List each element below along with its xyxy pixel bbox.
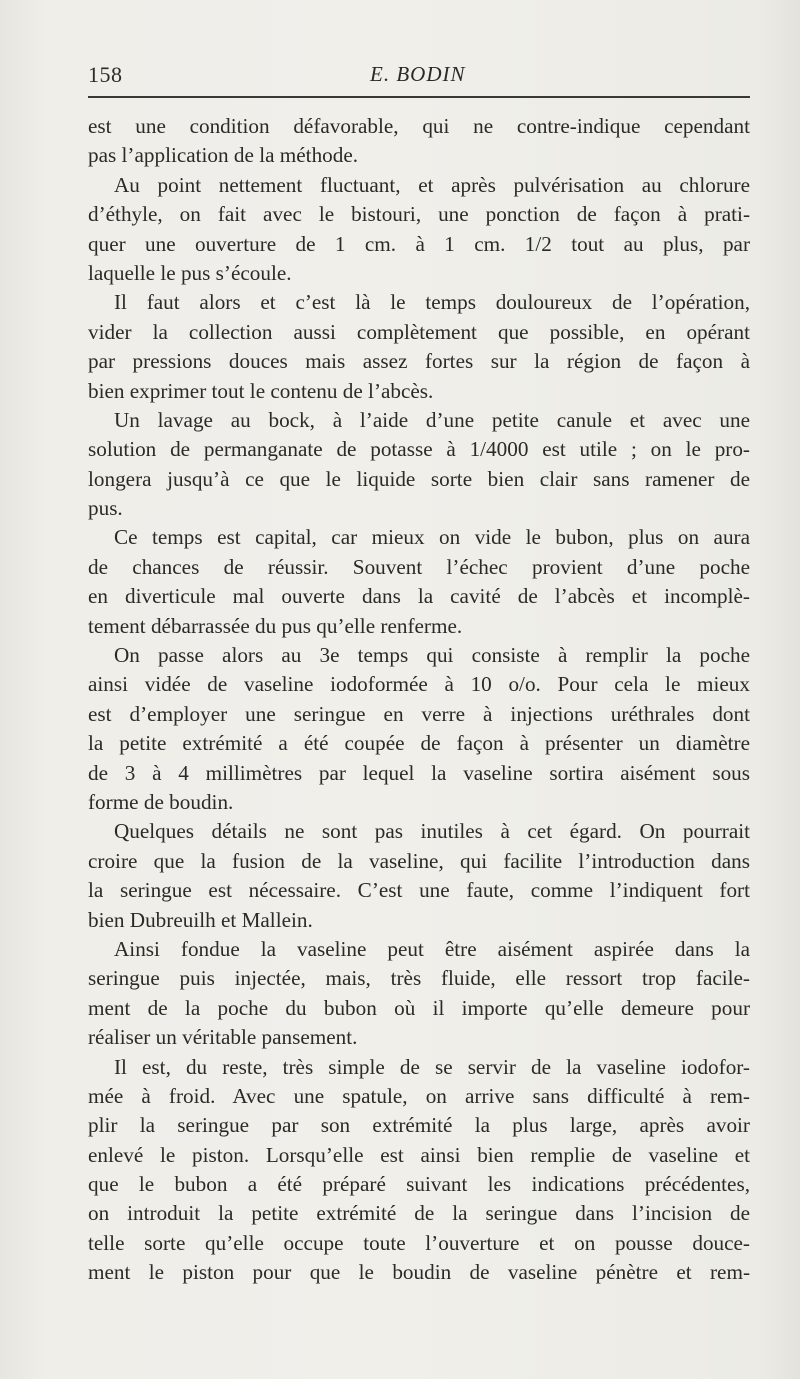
text-line: enlevé le piston. Lorsqu’elle est ainsi bien remplie de vaseline et — [88, 1142, 750, 1167]
text-line: en diverticule mal ouverte dans la cavité de l’abcès et incomplè- — [88, 584, 750, 609]
text-line: forme de boudin. — [88, 789, 234, 814]
text-line: la seringue est nécessaire. C’est une faute, comme l’indiquent fort — [88, 878, 750, 903]
text-line: laquelle le pus s’écoule. — [88, 260, 292, 285]
text-line: seringue puis injectée, mais, très fluide, elle ressort trop facile- — [88, 966, 750, 991]
text-line: est une condition défavorable, qui ne contre-indique cependant — [88, 114, 750, 138]
text-line: Ce temps est capital, car mieux on vide le bubon, plus on aura — [114, 525, 750, 550]
text-line: croire que la fusion de la vaseline, qui facilite l’introduction dans — [88, 848, 750, 873]
text-line: telle sorte qu’elle occupe toute l’ouverture et on pousse douce- — [88, 1230, 750, 1255]
header-rule — [88, 96, 750, 98]
text-line: pus. — [88, 496, 123, 521]
text-line: de 3 à 4 millimètres par lequel la vaseline sortira aisément sous — [88, 760, 750, 785]
text-line: réaliser un véritable pansement. — [88, 1025, 358, 1050]
running-head: E. BODIN — [370, 62, 466, 86]
text-line: ment le piston pour que le boudin de vaseline pénètre et rem- — [88, 1260, 750, 1285]
text-line: Ainsi fondue la vaseline peut être aisément aspirée dans la — [114, 936, 750, 961]
text-line: Quelques détails ne sont pas inutiles à cet égard. On pourrait — [114, 819, 750, 844]
text-line: la petite extrémité a été coupée de façon à présenter un diamètre — [88, 731, 750, 756]
text-line: ainsi vidée de vaseline iodoformée à 10 o/o. Pour cela le mieux — [88, 672, 750, 697]
text-line: On passe alors au 3e temps qui consiste à remplir la poche — [114, 643, 750, 668]
text-line: bien Dubreuilh et Mallein. — [88, 907, 313, 932]
text-line: vider la collection aussi complètement que possible, en opérant — [88, 319, 750, 344]
text-line: Un lavage au bock, à l’aide d’une petite canule et avec une — [114, 407, 750, 432]
text-line: solution de permanganate de potasse à 1/4000 est utile ; on le pro- — [88, 437, 750, 462]
text-line: Il est, du reste, très simple de se servir de la vaseline iodofor- — [114, 1054, 750, 1079]
text-line: tement débarrassée du pus qu’elle renferme. — [88, 613, 463, 638]
text-line: Au point nettement fluctuant, et après pulvérisation au chlorure — [114, 172, 750, 197]
text-line: quer une ouverture de 1 cm. à 1 cm. 1/2 tout au plus, par — [88, 231, 750, 256]
text-line: plir la seringue par son extrémité la plus large, après avoir — [88, 1113, 750, 1138]
page-header — [88, 60, 750, 90]
text-line: de chances de réussir. Souvent l’échec provient d’une poche — [88, 554, 750, 579]
text-line: ment de la poche du bubon où il importe qu’elle demeure pour — [88, 995, 750, 1020]
text-line: pas l’application de la méthode. — [88, 143, 359, 168]
page-number: 158 — [88, 62, 123, 87]
text-line: est d’employer une seringue en verre à injections uréthrales dont — [88, 701, 750, 726]
text-line: d’éthyle, on fait avec le bistouri, une ponction de façon à prati- — [88, 202, 750, 227]
body-text — [88, 112, 750, 1288]
text-line: longera jusqu’à ce que le liquide sorte bien clair sans ramener de — [88, 466, 750, 491]
text-line: par pressions douces mais assez fortes sur la région de façon à — [88, 349, 750, 374]
text-line: mée à froid. Avec une spatule, on arrive sans difficulté à rem- — [88, 1083, 750, 1108]
text-line: bien exprimer tout le contenu de l’abcès. — [88, 378, 434, 403]
text-line: Il faut alors et c’est là le temps douloureux de l’opération, — [114, 290, 750, 315]
text-line: que le bubon a été préparé suivant les indications précédentes, — [88, 1172, 750, 1197]
text-line: on introduit la petite extrémité de la seringue dans l’incision de — [88, 1201, 750, 1226]
